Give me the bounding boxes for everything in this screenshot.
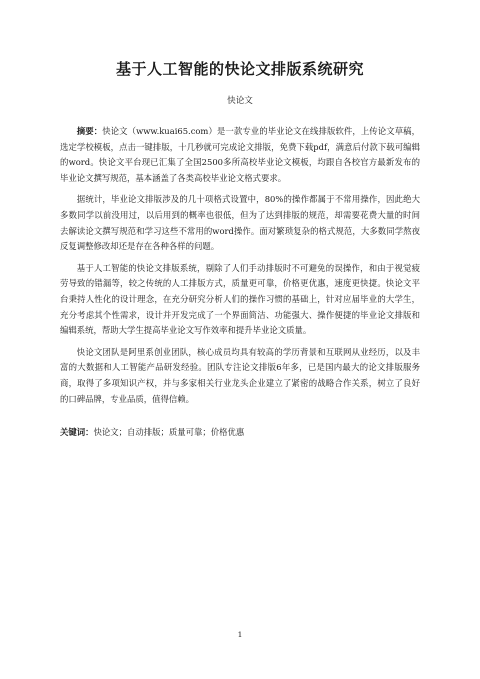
abstract-paragraph <box>60 124 420 186</box>
body-paragraph-2: 基于人工智能的快论文排版系统，剔除了人们手动排版时不可避免的误操作，和由于视觉疲劳导致的错漏等，较之传统的人工排版方式，质量更可靠，价格更优惠，速度更快捷。快论文平台秉持人性化的设计理念，在充分研究分析人们的操作习惯的基础上，针对应届毕业的大学生，充分考虑其个性需求，设计并开发完成了一个界面简洁、功能强大、操作便捷的毕业论文排版和编辑系统，帮助大学生提高毕业论文写作效率和提升毕业论文质量。 <box>60 262 420 336</box>
paper-title: 基于人工智能的快论文排版系统研究 <box>115 60 364 78</box>
abstract-text: 快论文（www.kuai65.com）是一款专业的毕业论文在线排版软件，上传论文草稿，选定学校模板，点击一键排版，十几秒就可完成论文排版，免费下载pdf，满意后付款下载可编辑的word。快论文平台现已汇集了全国2500多所高校毕业论文模板，均跟自各校官方最新发布的毕业论文撰写规范，基本涵盖了各类高校毕业论文格式要求。 <box>60 126 421 183</box>
keywords-label: 关键词： <box>60 427 94 438</box>
paper-author: 快论文 <box>227 96 253 106</box>
keywords-line <box>60 425 420 440</box>
body-paragraph-1: 据统计，毕业论文排版涉及的几十项格式设置中，80%的操作都属于不常用操作，因此绝大多数同学以前没用过，以后用到的概率也很低，但为了达到排版的规范，却需要花费大量的时间去解读论文撰写规范和学习这些不常用的word操作。面对繁琐复杂的格式规范，大多数同学熬夜反复调整修改却还是存在各种各样的问题。 <box>60 194 420 252</box>
body-paragraph-3: 快论文团队是阿里系创业团队，核心成员均具有较高的学历背景和互联网从业经历，以及丰富的大数据和人工智能产品研发经验。团队专注论文排版6年多，已是国内最大的论文排版服务商，取得了多项知识产权，并与多家相关行业龙头企业建立了紧密的战略合作关系，树立了良好的口碑品牌，专业品质，值得信赖。 <box>60 346 420 404</box>
abstract-section <box>60 124 420 407</box>
keywords-text: 快论文；自动排版；质量可靠；价格优惠 <box>93 427 245 438</box>
page-number: 1 <box>237 630 243 639</box>
abstract-label: 摘要： <box>76 126 103 136</box>
